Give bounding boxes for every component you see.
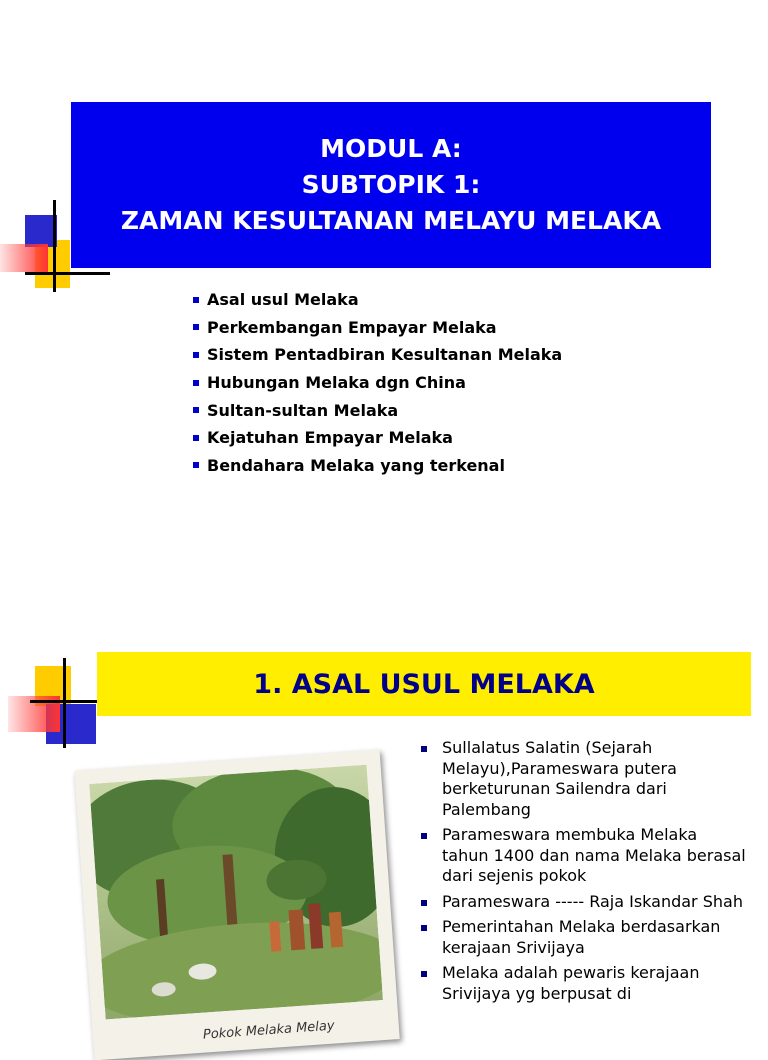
list-item-text: Parameswara ----- Raja Iskandar Shah <box>442 891 743 911</box>
slide1-title-box <box>71 102 711 268</box>
square-bullet-icon <box>193 352 199 358</box>
deco-horizontal-line <box>30 700 102 703</box>
photo-frame <box>74 750 399 1060</box>
melaka-tree-painting <box>89 765 383 1020</box>
list-item-text: Perkembangan Empayar Melaka <box>207 317 497 337</box>
list-item <box>193 452 562 480</box>
list-item-text: Kejatuhan Empayar Melaka <box>207 428 453 448</box>
square-bullet-icon <box>421 971 427 977</box>
square-bullet-icon <box>421 833 427 839</box>
list-item <box>193 314 562 342</box>
slide2-decoration <box>0 658 110 753</box>
photo-caption: Pokok Melaka Melay <box>202 1018 336 1043</box>
deco-vertical-line <box>63 658 66 748</box>
list-item-text: Bendahara Melaka yang terkenal <box>207 455 505 475</box>
slide1-title-line: ZAMAN KESULTANAN MELAYU MELAKA <box>120 206 662 235</box>
list-item <box>418 963 748 1004</box>
slide2-bullet-list <box>418 738 748 1009</box>
deco-vertical-line <box>53 200 56 292</box>
list-item <box>193 341 562 369</box>
list-item-text: Melaka adalah pewaris kerajaan Srivijaya yg berpusat di <box>442 963 700 1003</box>
list-item <box>418 892 748 913</box>
list-item <box>418 825 748 887</box>
square-bullet-icon <box>193 380 199 386</box>
list-item <box>193 369 562 397</box>
list-item-text: Sullalatus Salatin (Sejarah Melayu),Parameswara putera berketurunan Sailendra dari Palembang <box>442 738 677 819</box>
list-item-text: Asal usul Melaka <box>207 290 359 310</box>
list-item-text: Parameswara membuka Melaka tahun 1400 dan nama Melaka berasal dari sejenis pokok <box>442 825 746 885</box>
square-bullet-icon <box>193 297 199 303</box>
painting-image <box>89 765 383 1020</box>
deco-red-square <box>0 244 48 272</box>
slide1-title-line: MODUL A: <box>320 134 462 163</box>
list-item-text: Sultan-sultan Melaka <box>207 400 399 420</box>
list-item <box>193 424 562 452</box>
list-item-text: Pemerintahan Melaka berdasarkan kerajaan Srivijaya <box>442 917 721 957</box>
list-item <box>193 396 562 424</box>
square-bullet-icon <box>421 746 427 752</box>
list-item <box>418 738 748 820</box>
square-bullet-icon <box>193 324 199 330</box>
square-bullet-icon <box>193 435 199 441</box>
square-bullet-icon <box>421 900 427 906</box>
square-bullet-icon <box>421 925 427 931</box>
list-item <box>193 286 562 314</box>
square-bullet-icon <box>193 407 199 413</box>
list-item-text: Hubungan Melaka dgn China <box>207 373 466 393</box>
slide1-bullet-list <box>193 286 562 479</box>
list-item <box>418 917 748 958</box>
slide2-title: 1. ASAL USUL MELAKA <box>253 668 595 700</box>
slide1-title-line: SUBTOPIK 1: <box>301 170 481 199</box>
list-item-text: Sistem Pentadbiran Kesultanan Melaka <box>207 345 563 365</box>
deco-horizontal-line <box>25 272 110 275</box>
square-bullet-icon <box>193 462 199 468</box>
slide2-title-box <box>97 652 751 716</box>
